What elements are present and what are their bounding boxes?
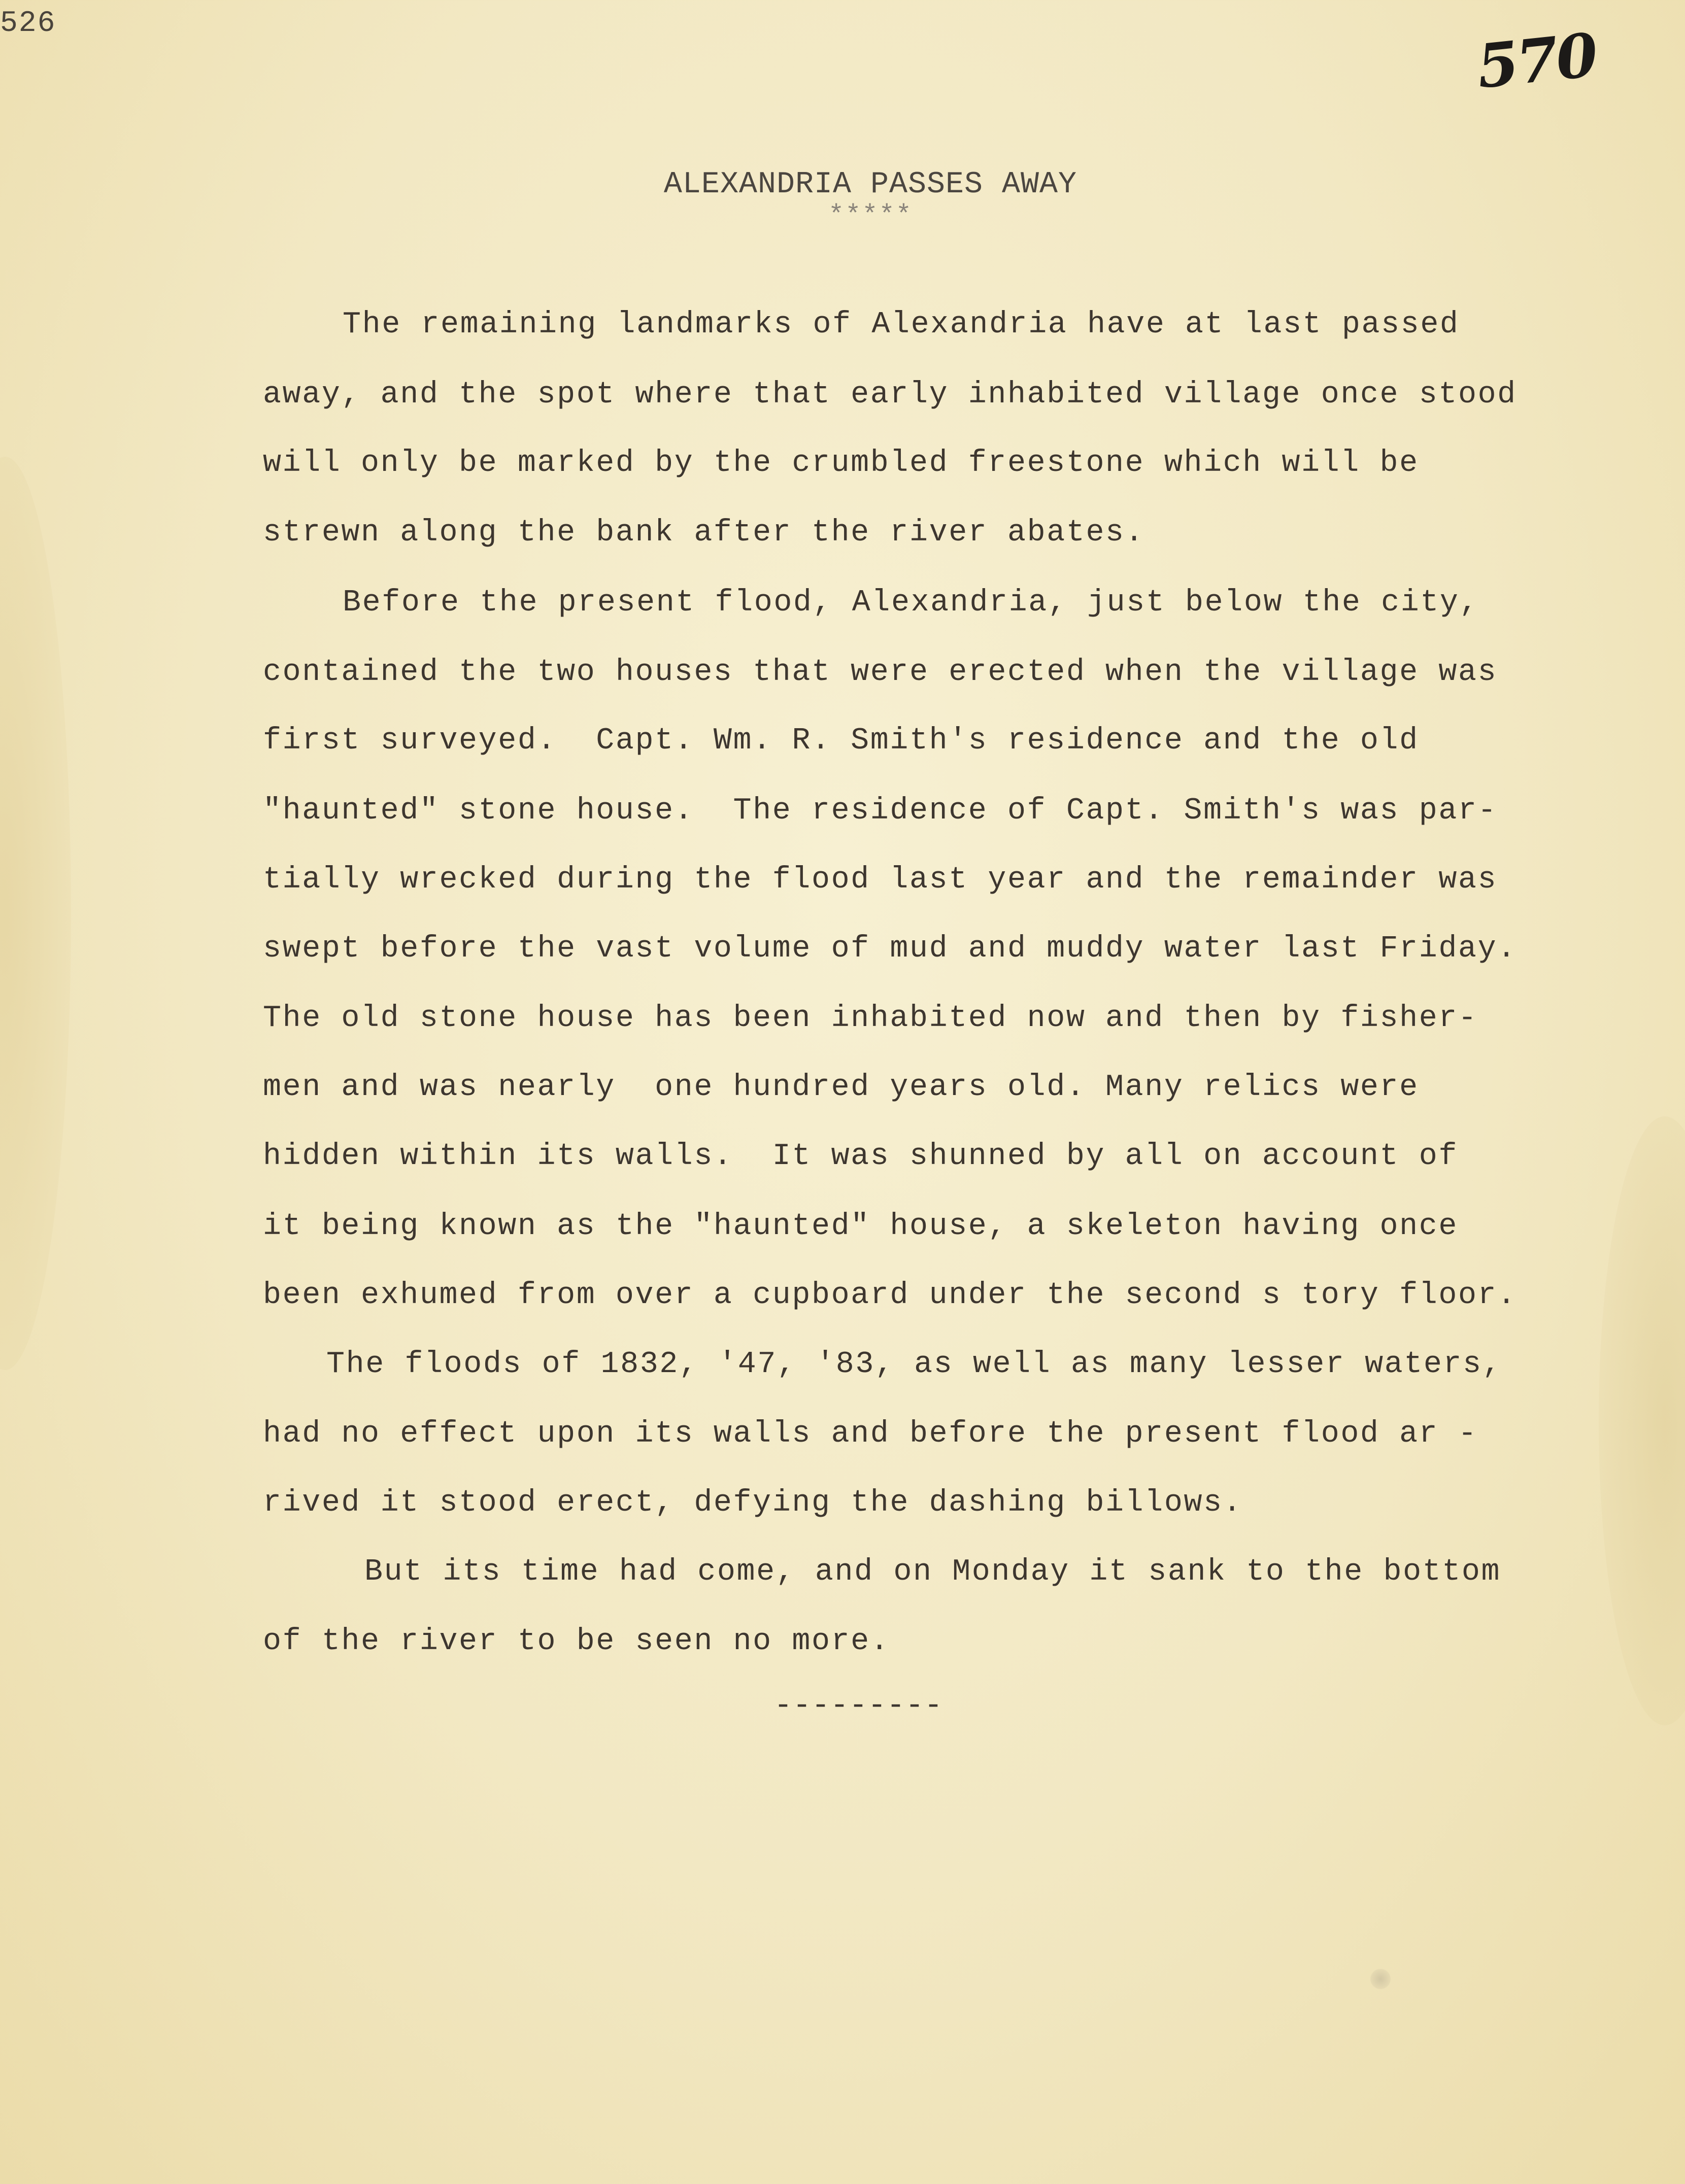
- paper-stain: [1599, 1116, 1685, 1725]
- body-line: The old stone house has been inhabited now and then by fisher-: [263, 1001, 1478, 1036]
- body-line: hidden within its walls. It was shunned by all on account of: [263, 1139, 1458, 1174]
- body-line: men and was nearly one hundred years old. Many relics were: [263, 1070, 1419, 1105]
- archive-page-number: 526: [0, 7, 56, 40]
- body-line: been exhumed from over a cupboard under the second s tory floor.: [263, 1278, 1517, 1313]
- handwritten-page-number: 570: [1473, 19, 1599, 102]
- body-line: swept before the vast volume of mud and muddy water last Friday.: [263, 932, 1517, 966]
- title-ornament: *****: [828, 200, 913, 230]
- end-rule: ---------: [774, 1689, 943, 1723]
- body-line: had no effect upon its walls and before the present flood ar -: [263, 1417, 1478, 1451]
- body-line: rived it stood erect, defying the dashing billows.: [263, 1486, 1243, 1520]
- body-line: Before the present flood, Alexandria, just below the city,: [343, 586, 1479, 620]
- body-line: The floods of 1832, '47, '83, as well as many lesser waters,: [326, 1347, 1502, 1382]
- body-line: tially wrecked during the flood last year and the remainder was: [263, 863, 1498, 897]
- body-line: it being known as the "haunted" house, a skeleton having once: [263, 1209, 1458, 1244]
- body-line: strewn along the bank after the river abates.: [263, 516, 1145, 550]
- body-line: first surveyed. Capt. Wm. R. Smith's residence and the old: [263, 724, 1419, 758]
- paper-stain: [1370, 1969, 1391, 1989]
- body-line: "haunted" stone house. The residence of Capt. Smith's was par-: [263, 794, 1498, 828]
- body-line: will only be marked by the crumbled freestone which will be: [263, 446, 1419, 481]
- paper-stain: [0, 457, 71, 1370]
- document-title: ALEXANDRIA PASSES AWAY: [663, 167, 1077, 202]
- body-line: But its time had come, and on Monday it sank to the bottom: [364, 1555, 1501, 1589]
- body-line: contained the two houses that were erected when the village was: [263, 655, 1498, 690]
- body-line: away, and the spot where that early inhabited village once stood: [263, 378, 1517, 412]
- body-line: of the river to be seen no more.: [263, 1624, 890, 1659]
- body-line: The remaining landmarks of Alexandria have at last passed: [343, 308, 1460, 342]
